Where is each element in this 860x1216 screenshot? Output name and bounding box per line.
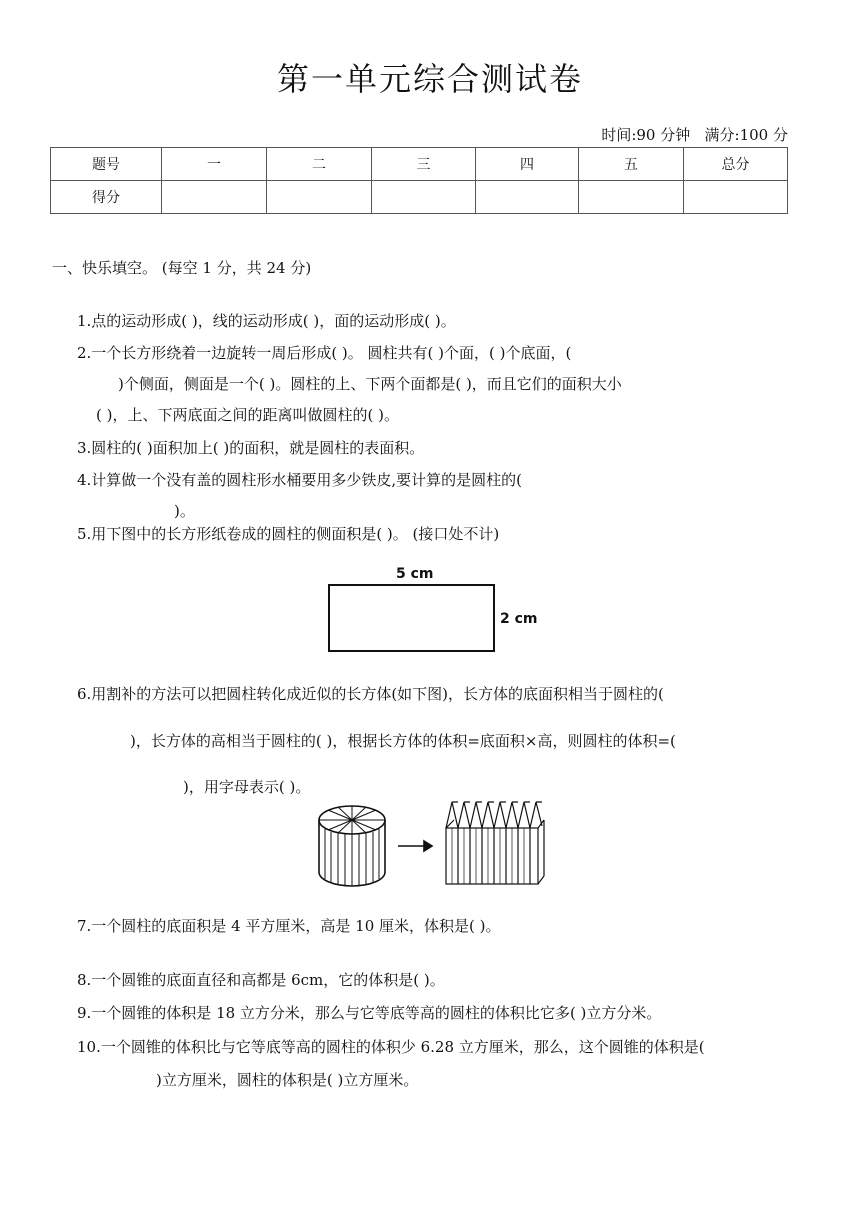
score-blank-cell[interactable] bbox=[476, 181, 579, 214]
question-1: 1.点的运动形成( )，线的运动形成( )，面的运动形成( )。 bbox=[77, 312, 456, 330]
cuboid-image bbox=[446, 802, 544, 884]
rectangle-figure bbox=[328, 584, 495, 652]
question-10-line-1: 10.一个圆锥的体积比与它等底等高的圆柱的体积少 6.28 立方厘米，那么，这个圆锥的体积是( bbox=[77, 1038, 705, 1056]
question-6-line-2: )，长方体的高相当于圆柱的( )，根据长方体的体积=底面积×高，则圆柱的体积=( bbox=[130, 732, 676, 750]
question-7: 7.一个圆柱的底面积是 4 平方厘米，高是 10 厘米，体积是( )。 bbox=[77, 917, 501, 935]
rectangle-height-label: 2 cm bbox=[500, 611, 538, 627]
rectangle-width-label: 5 cm bbox=[396, 566, 434, 582]
question-2-line-1: 2.一个长方形绕着一边旋转一周后形成( )。 圆柱共有( )个面，( )个底面，( bbox=[77, 344, 572, 362]
score-blank-cell[interactable] bbox=[267, 181, 372, 214]
arrow-right-icon bbox=[398, 841, 432, 851]
cylinder-image bbox=[319, 806, 385, 886]
score-blank-cell[interactable] bbox=[372, 181, 476, 214]
question-9: 9.一个圆锥的体积是 18 立方分米，那么与它等底等高的圆柱的体积比它多( )立方分米。 bbox=[77, 1004, 662, 1022]
cylinder-to-cuboid-figure bbox=[314, 798, 546, 890]
score-blank-cell[interactable] bbox=[579, 181, 684, 214]
question-8: 8.一个圆锥的底面直径和高都是 6cm，它的体积是( )。 bbox=[77, 971, 445, 989]
score-table-header-row bbox=[51, 148, 788, 181]
exam-meta: 时间:90 分钟 满分:100 分 bbox=[601, 126, 788, 144]
question-4-line-1: 4.计算做一个没有盖的圆柱形水桶要用多少铁皮,要计算的是圆柱的( bbox=[77, 471, 522, 489]
score-table-score-row bbox=[51, 181, 788, 214]
question-5: 5.用下图中的长方形纸卷成的圆柱的侧面积是( )。 (接口处不计) bbox=[77, 525, 500, 543]
score-table bbox=[50, 147, 788, 214]
question-6-line-3: )，用字母表示( )。 bbox=[183, 778, 311, 796]
question-4-line-2: )。 bbox=[174, 502, 195, 520]
section-heading: 一、快乐填空。 (每空 1 分，共 24 分) bbox=[52, 259, 312, 277]
score-cell: 题号 bbox=[51, 148, 162, 181]
score-blank-cell[interactable] bbox=[684, 181, 788, 214]
score-cell: 三 bbox=[372, 148, 476, 181]
score-blank-cell[interactable] bbox=[162, 181, 267, 214]
score-cell: 五 bbox=[579, 148, 684, 181]
question-10-line-2: )立方厘米，圆柱的体积是( )立方厘米。 bbox=[156, 1071, 419, 1089]
page-title: 第一单元综合测试卷 bbox=[276, 60, 583, 98]
score-cell: 二 bbox=[267, 148, 372, 181]
question-2-line-2: )个侧面，侧面是一个( )。圆柱的上、下两个面都是( )，而且它们的面积大小 bbox=[118, 375, 622, 393]
question-3: 3.圆柱的( )面积加上( )的面积，就是圆柱的表面积。 bbox=[77, 439, 425, 457]
score-cell: 四 bbox=[476, 148, 579, 181]
score-cell: 一 bbox=[162, 148, 267, 181]
question-6-line-1: 6.用割补的方法可以把圆柱转化成近似的长方体(如下图)，长方体的底面积相当于圆柱的( bbox=[77, 685, 664, 703]
score-row-label: 得分 bbox=[51, 181, 162, 214]
score-cell: 总分 bbox=[684, 148, 788, 181]
question-2-line-3: ( )，上、下两底面之间的距离叫做圆柱的( )。 bbox=[96, 406, 399, 424]
